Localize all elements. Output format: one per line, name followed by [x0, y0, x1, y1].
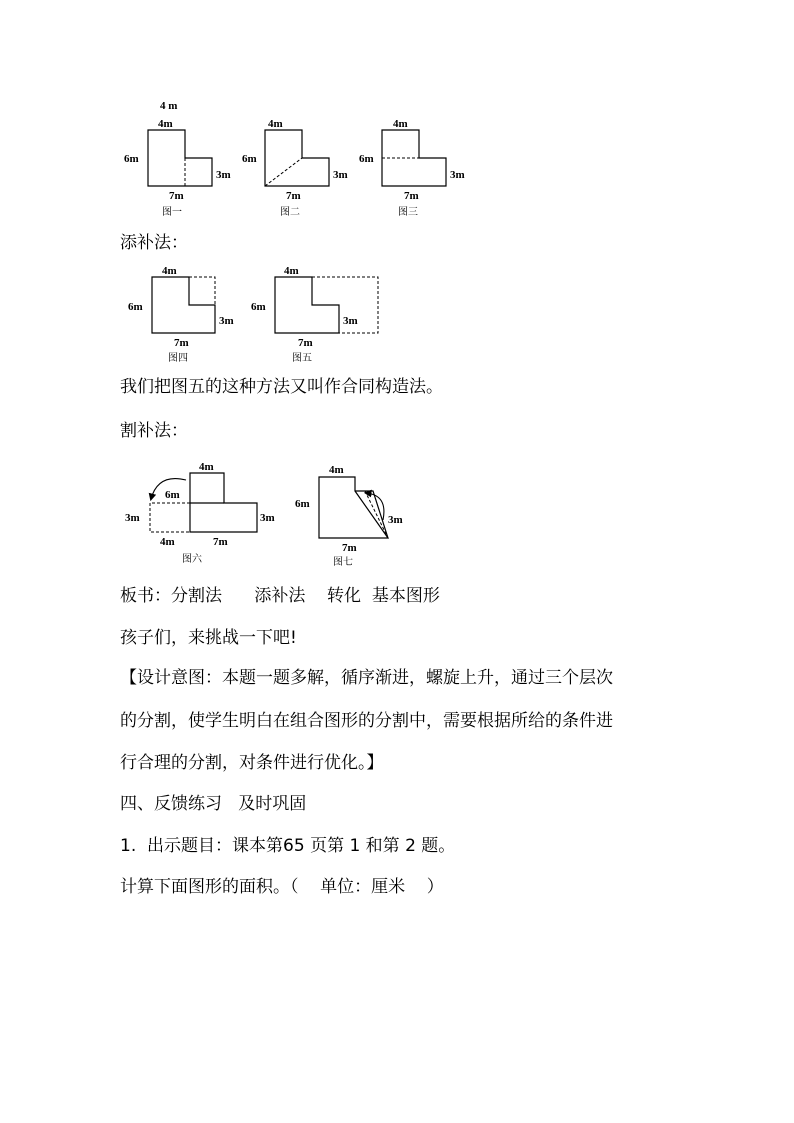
figure-4-shape [152, 277, 215, 333]
figure-1-caption: 图一 [162, 207, 182, 218]
figure-2-split-line [265, 158, 302, 186]
figure-4-fill-line [189, 277, 215, 305]
figure-5-left-label: 6m [251, 301, 266, 313]
isomorphic-method-text: 我们把图五的这种方法又叫作合同构造法。 [120, 377, 443, 397]
figure-2-shape [265, 130, 329, 186]
figure-4-caption: 图四 [168, 353, 188, 364]
challenge-text: 孩子们，来挑战一下吧! [120, 628, 297, 648]
figure-1-bottom-label: 7m [169, 190, 184, 202]
figure-5-shape [275, 277, 339, 333]
figure-2-right-label: 3m [333, 169, 348, 181]
figure-7-left-label: 6m [295, 498, 310, 510]
figure-row-split [118, 92, 498, 222]
figure-4-top-label: 4m [162, 265, 177, 277]
figure-7-cut-line [365, 491, 388, 538]
figure-6 [125, 461, 275, 565]
design-intent-line-1: 【设计意图：本题一题多解，循序渐进，螺旋上升，通过三个层次 [120, 668, 613, 688]
figure-1 [124, 118, 231, 218]
exercise-1: 1. 出示题目：课本第65 页第 1 和第 2 题。 [120, 836, 456, 856]
figure-4-bottom-label: 7m [174, 337, 189, 349]
blackboard-summary: 板书：分割法 添补法 转化 基本图形 [120, 586, 440, 606]
figure-6-inner-label: 6m [165, 489, 180, 501]
figure-7-top-label: 4m [329, 464, 344, 476]
figure-1-right-label: 3m [216, 169, 231, 181]
figure-2-bottom-label: 7m [286, 190, 301, 202]
figure-1-shape [148, 130, 212, 186]
figure-1-top-label: 4m [158, 118, 173, 130]
figure-2-left-label: 6m [242, 153, 257, 165]
figure-3-top-label: 4m [393, 118, 408, 130]
figure-row-fill [118, 260, 398, 370]
figure-3 [359, 118, 465, 218]
figure-5 [251, 265, 378, 364]
figure-row-cut-fill [118, 455, 418, 570]
design-intent-line-2: 的分割，使学生明白在组合图形的分割中，需要根据所给的条件进 [120, 711, 613, 731]
figure-6-moved-part [150, 503, 190, 532]
figure-7-caption: 图七 [333, 557, 353, 568]
figure-5-right-label: 3m [343, 315, 358, 327]
figure-3-right-label: 3m [450, 169, 465, 181]
figure-6-right-label: 3m [260, 512, 275, 524]
figure-2-top-label: 4m [268, 118, 283, 130]
figure-2 [242, 118, 348, 218]
figure-3-left-label: 6m [359, 153, 374, 165]
figure-1-left-label: 6m [124, 153, 139, 165]
figure-3-caption: 图三 [398, 207, 418, 218]
figure-2-caption: 图二 [280, 207, 300, 218]
figure-4-left-label: 6m [128, 301, 143, 313]
figure-5-caption: 图五 [292, 353, 312, 364]
figure-7 [295, 464, 403, 568]
figure-6-bottom-label: 7m [213, 536, 228, 548]
fill-method-heading: 添补法： [120, 233, 188, 253]
figure-6-caption: 图六 [182, 554, 202, 565]
cut-fill-method-heading: 割补法： [120, 421, 188, 441]
figure-4 [128, 265, 234, 364]
compute-area-prompt: 计算下面图形的面积。（ 单位：厘米 ） [120, 877, 444, 897]
section-4-heading: 四、反馈练习 及时巩固 [120, 794, 307, 814]
figure-6-bottom-left-label: 4m [160, 536, 175, 548]
figure-5-bottom-label: 7m [298, 337, 313, 349]
label-top-extra: 4 m [160, 100, 178, 112]
figure-3-bottom-label: 7m [404, 190, 419, 202]
figure-5-top-label: 4m [284, 265, 299, 277]
figure-7-right-label: 3m [388, 514, 403, 526]
figure-7-bottom-label: 7m [342, 542, 357, 554]
figure-4-right-label: 3m [219, 315, 234, 327]
design-intent-line-3: 行合理的分割，对条件进行优化。】 [120, 753, 384, 773]
figure-6-top-label: 4m [199, 461, 214, 473]
figure-6-left-label: 3m [125, 512, 140, 524]
